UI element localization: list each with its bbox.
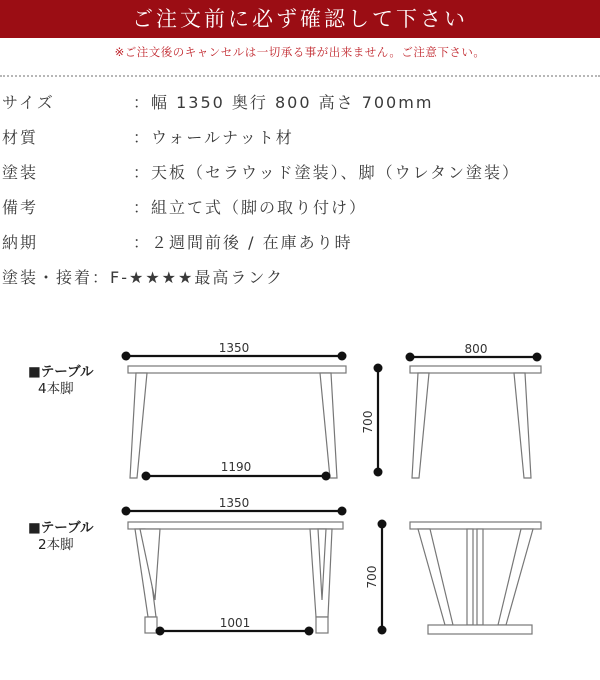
dimension-width-1 — [122, 341, 347, 361]
dimension-text: 1350 — [218, 341, 250, 355]
dimension-width-2 — [122, 496, 347, 516]
dimension-inner-2 — [156, 616, 314, 636]
spec-value: ：天板（セラウッド塗装）、脚（ウレタン塗装） — [133, 163, 521, 182]
spec-label: 備考 — [2, 198, 39, 217]
diagram-title: ■テーブル — [28, 520, 94, 536]
spec-label: サイズ — [2, 93, 55, 112]
spec-grade-text: 塗装・接着：F-★★★★最高ランク — [2, 268, 285, 287]
cancel-notice: ※ご注文後のキャンセルは一切承る事が出来ません。ご注意下さい。 — [114, 45, 486, 59]
dimension-text: 1350 — [218, 496, 250, 510]
dimension-height-1 — [361, 364, 383, 477]
dimension-height-2 — [365, 520, 387, 635]
header-banner: ご注文前に必ず確認して下さい — [0, 0, 600, 38]
dimension-inner-1 — [142, 460, 331, 481]
dimension-text: 700 — [361, 410, 375, 434]
dimension-text: 800 — [464, 342, 488, 356]
dimension-text: 700 — [365, 565, 379, 589]
spec-label: 塗装 — [2, 163, 39, 182]
spec-label: 納期 — [2, 233, 39, 252]
spec-value: ：２週間前後 / 在庫あり時 — [133, 233, 353, 252]
spec-value: ：組立て式（脚の取り付け） — [133, 198, 368, 217]
spec-value: ：幅 1350 奥行 800 高さ 700mm — [133, 93, 434, 112]
spec-label: 材質 — [2, 128, 39, 147]
dimension-text: 1001 — [219, 616, 251, 630]
dimension-text: 1190 — [220, 460, 252, 474]
diagram-title: ■テーブル — [28, 364, 94, 380]
diagram-subtitle: 2本脚 — [38, 537, 74, 553]
diagram-subtitle: 4本脚 — [38, 381, 74, 397]
dimension-depth-1 — [406, 342, 542, 362]
table-four-leg-side — [410, 366, 541, 478]
spec-value: ：ウォールナット材 — [133, 128, 294, 147]
table-two-leg-side — [410, 522, 541, 634]
